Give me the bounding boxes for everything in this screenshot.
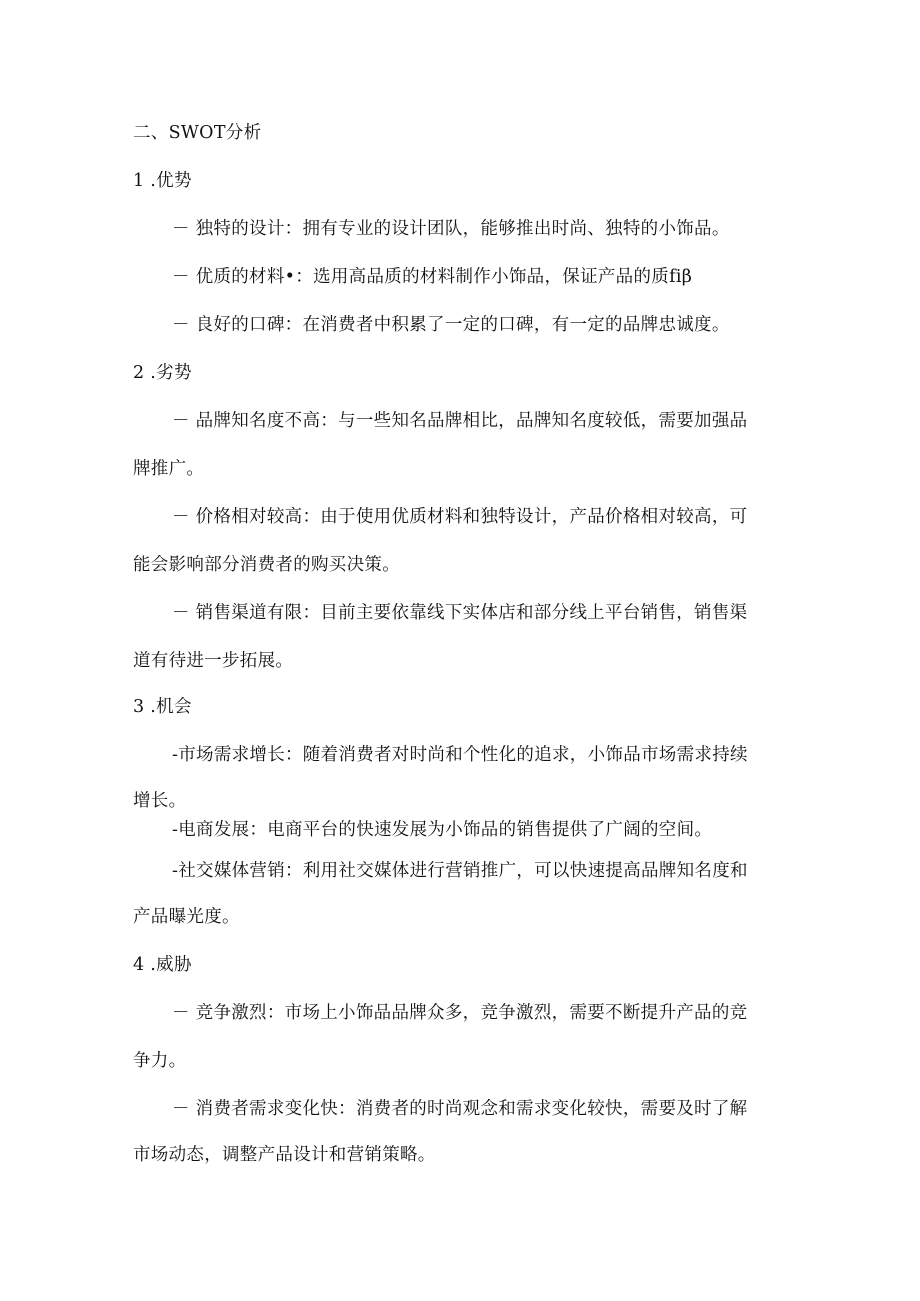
opportunity-item-social-media: -社交媒体营销：利用社交媒体进行营销推广，可以快速提高品牌知名度和 xyxy=(172,861,748,881)
weakness-item-price: － 价格相对较高：由于使用优质材料和独特设计，产品价格相对较高，可 xyxy=(172,507,748,527)
threat-item-consumer-demand-cont: 市场动态，调整产品设计和营销策略。 xyxy=(133,1145,436,1165)
opportunity-item-market-demand-cont: 增长。 xyxy=(133,791,187,811)
opportunity-item-market-demand: -市场需求增长：随着消费者对时尚和个性化的追求，小饰品市场需求持续 xyxy=(172,745,748,765)
weakness-item-price-cont: 能会影响部分消费者的购买决策。 xyxy=(133,555,400,575)
opportunity-item-ecommerce: -电商发展：电商平台的快速发展为小饰品的销售提供了广阔的空间。 xyxy=(172,820,713,840)
weakness-item-channels-cont: 道有待进一步拓展。 xyxy=(133,651,294,671)
section-heading-opportunities: 3 .机会 xyxy=(133,697,192,717)
weakness-item-channels: － 销售渠道有限：目前主要依靠线下实体店和部分线上平台销售，销售渠 xyxy=(172,603,748,623)
section-heading-threats: 4 .威胁 xyxy=(133,955,192,975)
opportunity-item-social-media-cont: 产品曝光度。 xyxy=(133,907,240,927)
strength-item-design: － 独特的设计：拥有专业的设计团队，能够推出时尚、独特的小饰品。 xyxy=(172,219,730,239)
threat-item-competition-cont: 争力。 xyxy=(133,1051,187,1071)
threat-item-consumer-demand: － 消费者需求变化快：消费者的时尚观念和需求变化较快，需要及时了解 xyxy=(172,1099,748,1119)
threat-item-competition: － 竞争激烈：市场上小饰品品牌众多，竞争激烈，需要不断提升产品的竞 xyxy=(172,1003,748,1023)
strength-item-materials: － 优质的材料•：选用高品质的材料制作小饰品，保证产品的质fiβ xyxy=(172,267,693,287)
section-heading-strengths: 1 .优势 xyxy=(133,171,192,191)
weakness-item-brand-awareness: － 品牌知名度不高：与一些知名品牌相比，品牌知名度较低，需要加强品 xyxy=(172,411,748,431)
section-title: 二、SWOT分析 xyxy=(133,123,262,143)
section-heading-weaknesses: 2 .劣势 xyxy=(133,363,192,383)
weakness-item-brand-awareness-cont: 牌推广。 xyxy=(133,459,205,479)
strength-item-reputation: － 良好的口碑：在消费者中积累了一定的口碑，有一定的品牌忠诚度。 xyxy=(172,315,730,335)
